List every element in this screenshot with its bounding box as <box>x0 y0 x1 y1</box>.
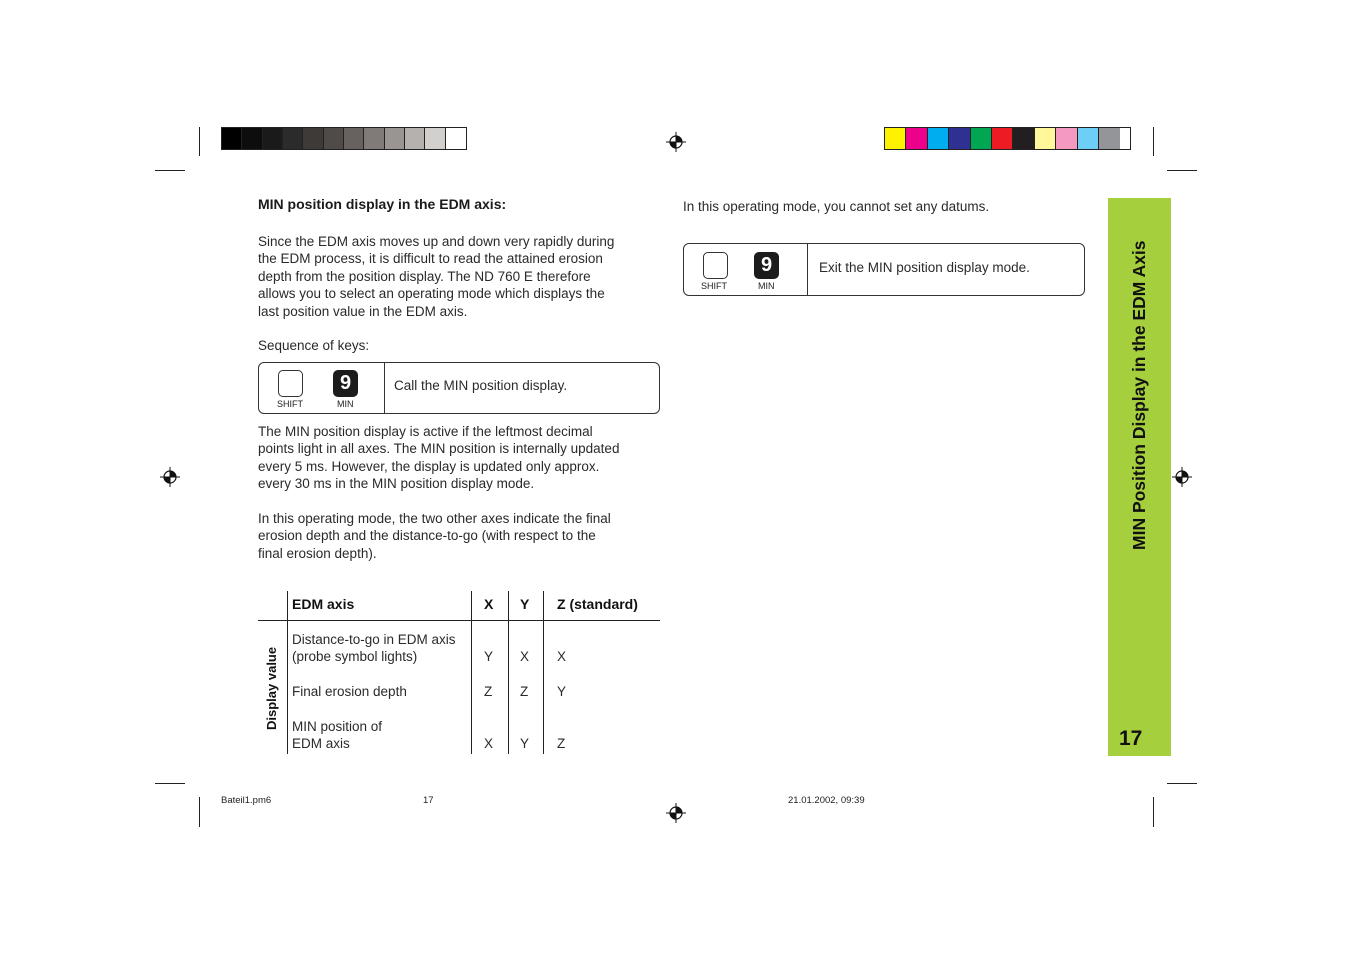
gray-swatch <box>425 128 445 149</box>
table-cell: Y <box>520 736 530 751</box>
table-header-edm-axis: EDM axis <box>292 596 355 612</box>
gray-swatch <box>385 128 405 149</box>
gray-swatch <box>446 128 466 149</box>
crop-mark <box>155 783 185 784</box>
table-divider <box>508 591 509 754</box>
table-cell: X <box>520 649 530 664</box>
gray-swatch <box>324 128 344 149</box>
datum-note: In this operating mode, you cannot set any datums. <box>683 199 990 214</box>
gray-swatch <box>222 128 242 149</box>
table-divider <box>471 591 472 754</box>
text-line: Final erosion depth <box>292 684 407 699</box>
table-row-label <box>292 631 456 666</box>
text-line: Since the EDM axis moves up and down very rapidly during <box>258 234 615 249</box>
gray-swatch <box>405 128 425 149</box>
crop-mark <box>199 797 200 827</box>
registration-mark-icon <box>666 132 686 152</box>
table-divider <box>287 591 288 754</box>
table-divider <box>543 591 544 754</box>
key-sequence-box-call <box>258 362 660 414</box>
color-swatch <box>928 128 949 149</box>
text-line: MIN position of <box>292 719 383 734</box>
color-swatch <box>1056 128 1077 149</box>
active-paragraph <box>258 423 619 493</box>
intro-paragraph <box>258 233 614 320</box>
crop-mark <box>1153 797 1154 827</box>
gray-swatch <box>242 128 262 149</box>
table-header-y: Y <box>520 596 530 612</box>
table-cell: Z <box>557 736 566 751</box>
table-cell: Z <box>520 684 529 699</box>
gray-swatch <box>344 128 364 149</box>
crop-mark <box>1167 170 1197 171</box>
color-swatch <box>992 128 1013 149</box>
key-box-divider <box>384 363 385 413</box>
shift-key[interactable] <box>703 252 728 279</box>
text-line: last position value in the EDM axis. <box>258 303 468 319</box>
table-cell: Y <box>557 684 567 699</box>
table-row-label <box>292 718 382 753</box>
color-swatch <box>1013 128 1034 149</box>
text-line: (probe symbol lights) <box>292 649 418 665</box>
table-cell: X <box>484 736 494 751</box>
text-line: allows you to select an operating mode which displays the <box>258 286 605 302</box>
table-header-x: X <box>484 596 494 612</box>
color-swatch <box>949 128 970 149</box>
text-line: Distance-to-go in EDM axis <box>292 632 456 647</box>
gray-swatch <box>364 128 384 149</box>
process-color-bar <box>884 127 1131 150</box>
text-line: The MIN position display is active if the leftmost decimal <box>258 424 593 439</box>
text-line: depth from the position display. The ND 760 E therefore <box>258 268 591 284</box>
key-box-description: Exit the MIN position display mode. <box>819 260 1030 275</box>
color-swatch <box>906 128 927 149</box>
chapter-title: MIN Position Display in the EDM Axis <box>1129 240 1149 550</box>
shift-key-label: SHIFT <box>277 399 303 409</box>
key-box-divider <box>807 244 808 295</box>
text-line: EDM axis <box>292 736 350 752</box>
text-line: In this operating mode, the two other axes indicate the final <box>258 511 611 526</box>
color-swatch <box>1078 128 1099 149</box>
footer-page: 17 <box>423 795 434 806</box>
color-swatch <box>971 128 992 149</box>
crop-mark <box>1153 127 1154 156</box>
table-cell: Y <box>484 649 494 664</box>
gray-swatch <box>283 128 303 149</box>
min-key-label: MIN <box>337 399 354 409</box>
table-header-rule <box>258 620 660 621</box>
page-number: 17 <box>1119 727 1143 750</box>
table-cell: Z <box>484 684 493 699</box>
other-axes-paragraph <box>258 510 611 562</box>
nine-min-key[interactable]: 9 <box>754 252 779 279</box>
footer-datetime: 21.01.2002, 09:39 <box>788 795 865 806</box>
gray-swatch <box>263 128 283 149</box>
table-row-label <box>292 683 407 700</box>
footer-filename: Bateil1.pm6 <box>221 795 272 806</box>
text-line: erosion depth and the distance-to-go (with respect to the <box>258 528 596 544</box>
registration-mark-icon <box>666 803 686 823</box>
color-swatch <box>1035 128 1056 149</box>
grayscale-color-bar <box>221 127 467 150</box>
registration-mark-icon <box>160 467 180 487</box>
table-side-label: Display value <box>264 646 279 730</box>
min-key-label: MIN <box>758 281 775 291</box>
shift-key-label: SHIFT <box>701 281 727 291</box>
text-line: final erosion depth). <box>258 545 377 561</box>
table-cell: X <box>557 649 567 664</box>
shift-key[interactable] <box>278 370 303 397</box>
table-header-z: Z (standard) <box>557 596 638 612</box>
sequence-label: Sequence of keys: <box>258 338 370 353</box>
crop-mark <box>155 170 185 171</box>
key-sequence-box-exit <box>683 243 1085 296</box>
text-line: every 5 ms. However, the display is updated only approx. <box>258 458 600 474</box>
color-swatch <box>1099 128 1120 149</box>
gray-swatch <box>303 128 323 149</box>
crop-mark <box>1167 783 1197 784</box>
registration-mark-icon <box>1172 467 1192 487</box>
nine-min-key[interactable]: 9 <box>333 370 358 397</box>
text-line: the EDM process, it is difficult to read the attained erosion <box>258 251 603 267</box>
crop-mark <box>199 127 200 156</box>
color-swatch <box>885 128 906 149</box>
text-line: points light in all axes. The MIN position is internally updated <box>258 441 620 457</box>
text-line: every 30 ms in the MIN position display mode. <box>258 476 535 492</box>
section-heading: MIN position display in the EDM axis: <box>258 196 507 212</box>
key-box-description: Call the MIN position display. <box>394 378 568 393</box>
